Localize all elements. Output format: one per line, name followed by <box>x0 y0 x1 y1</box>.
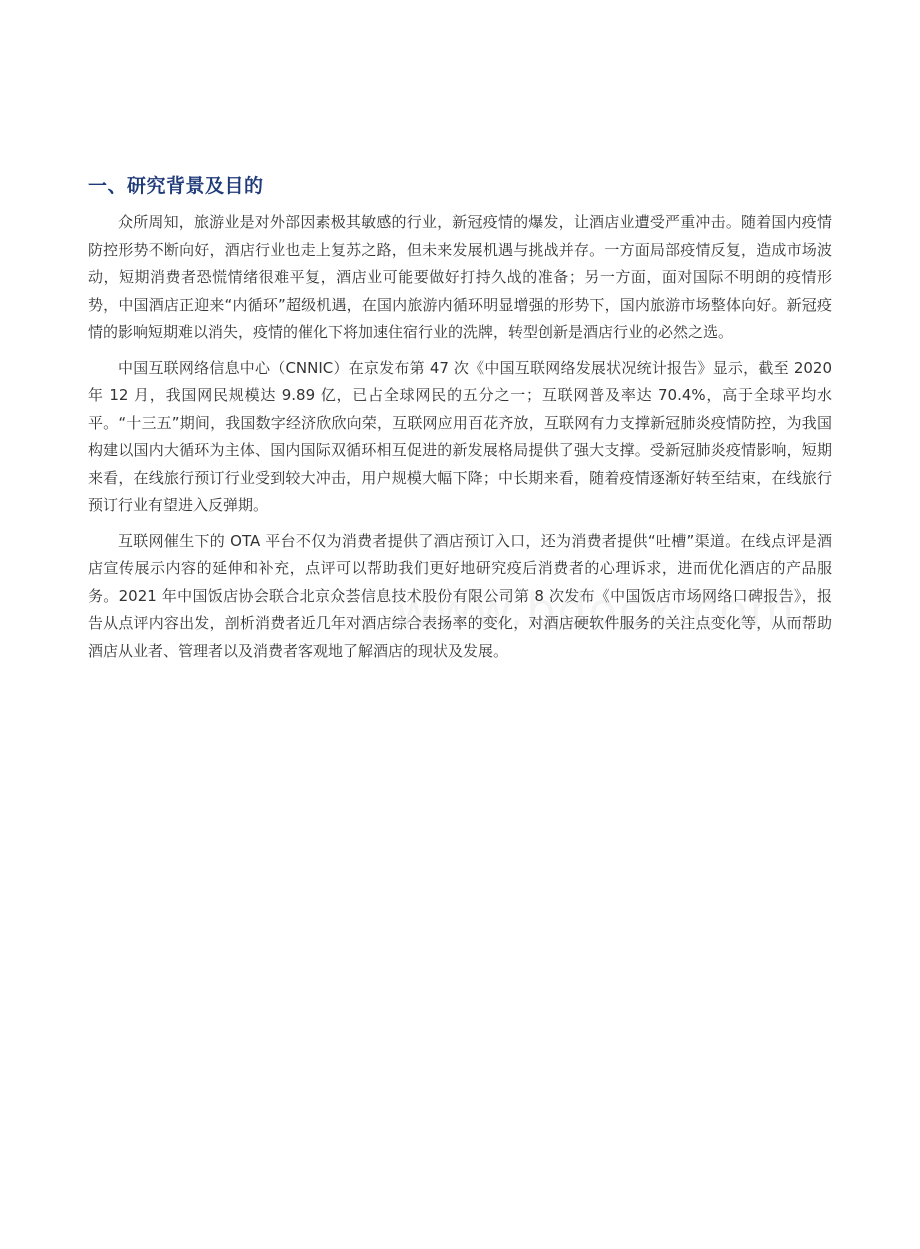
section-heading: 一、研究背景及目的 <box>88 175 264 197</box>
paragraph-cnnic-report: 中国互联网络信息中心（CNNIC）在京发布第 47 次《中国互联网络发展状况统计报告》显示，截至 2020 年 12 月，我国网民规模达 9.89 亿，已占全球网民的五分之一；互联网普及率达 70.4%，高于全球平均水平。“十三五”期间，我国数字经济欣欣向荣，互联网应用百花齐放，互联网有力支撑新冠肺炎疫情防控，为我国构建以国内大循环为主体、国内国际双循环相互促进的新发展格局提供了强大支撑。受新冠肺炎疫情影响，短期来看，在线旅行预订行业受到较大冲击，用户规模大幅下降；中长期来看，随着疫情逐渐好转至结束，在线旅行预订行业有望进入反弹期。 <box>88 358 832 514</box>
paragraph-background: 众所周知，旅游业是对外部因素极其敏感的行业，新冠疫情的爆发，让酒店业遭受严重冲击。随着国内疫情防控形势不断向好，酒店行业也走上复苏之路，但未来发展机遇与挑战并存。一方面局部疫情反复，造成市场波动，短期消费者恐慌情绪很难平复，酒店业可能要做好打持久战的准备；另一方面，面对国际不明朗的疫情形势，中国酒店正迎来“内循环”超级机遇，在国内旅游内循环明显增强的形势下，国内旅游市场整体向好。新冠疫情的影响短期难以消失，疫情的催化下将加速住宿行业的洗牌，转型创新是酒店行业的必然之选。 <box>88 213 832 341</box>
paragraph-ota-reviews: 互联网催生下的 OTA 平台不仅为消费者提供了酒店预订入口，还为消费者提供“吐槽”渠道。在线点评是酒店宣传展示内容的延伸和补充，点评可以帮助我们更好地研究疫后消费者的心理诉求，进而优化酒店的产品服务。2021 年中国饭店协会联合北京众荟信息技术股份有限公司第 8 次发布《中国饭店市场网络口碑报告》，报告从点评内容出发，剖析消费者近几年对酒店综合表扬率的变化，对酒店硬软件服务的关注点变化等，从而帮助酒店从业者、管理者以及消费者客观地了解酒店的现状及发展。 <box>88 531 832 660</box>
